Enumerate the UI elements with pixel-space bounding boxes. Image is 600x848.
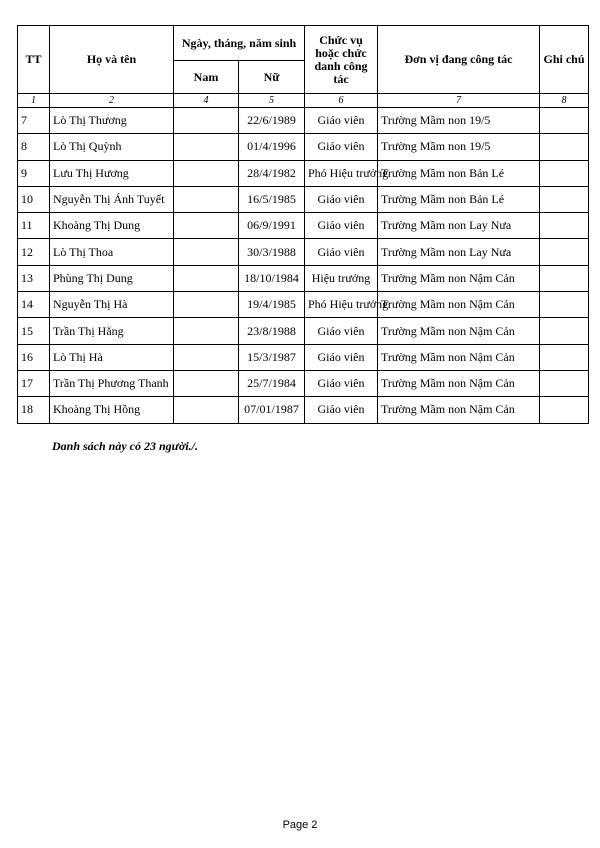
table-row xyxy=(18,213,589,239)
header-name: Họ và tên xyxy=(50,26,174,94)
header-dob: Ngày, tháng, năm sinh xyxy=(174,26,305,61)
column-number: 4 xyxy=(174,94,239,108)
cell-unit: Trường Mầm non 19/5 xyxy=(378,134,540,160)
cell-note xyxy=(540,318,589,344)
cell-dob-male xyxy=(174,397,239,423)
cell-note xyxy=(540,344,589,370)
cell-tt: 17 xyxy=(18,370,50,396)
page-number: Page 2 xyxy=(282,819,318,831)
cell-name: Nguyễn Thị Hà xyxy=(50,292,174,318)
cell-dob-male xyxy=(174,160,239,186)
header-unit: Đơn vị đang công tác xyxy=(378,26,540,94)
cell-unit: Trường Mầm non 19/5 xyxy=(378,108,540,134)
cell-dob-female: 23/8/1988 xyxy=(239,318,305,344)
cell-position: Giáo viên xyxy=(305,318,378,344)
cell-tt: 15 xyxy=(18,318,50,344)
cell-position: Giáo viên xyxy=(305,344,378,370)
table-row xyxy=(18,397,589,423)
cell-note xyxy=(540,108,589,134)
cell-dob-female: 22/6/1989 xyxy=(239,108,305,134)
cell-unit: Trường Mầm non Nậm Cản xyxy=(378,265,540,291)
header-female: Nữ xyxy=(239,61,305,94)
cell-dob-female: 30/3/1988 xyxy=(239,239,305,265)
cell-note xyxy=(540,213,589,239)
cell-tt: 12 xyxy=(18,239,50,265)
cell-dob-female: 28/4/1982 xyxy=(239,160,305,186)
cell-name: Trần Thị Phương Thanh xyxy=(50,370,174,396)
table-row xyxy=(18,108,589,134)
cell-dob-female: 18/10/1984 xyxy=(239,265,305,291)
cell-unit: Trường Mầm non Nậm Cản xyxy=(378,397,540,423)
cell-dob-female: 06/9/1991 xyxy=(239,213,305,239)
cell-name: Lò Thị Thương xyxy=(50,108,174,134)
cell-name: Lò Thị Quỳnh xyxy=(50,134,174,160)
table-row xyxy=(18,134,589,160)
cell-note xyxy=(540,134,589,160)
cell-unit: Trường Mầm non Nậm Cản xyxy=(378,370,540,396)
cell-dob-female: 19/4/1985 xyxy=(239,292,305,318)
cell-tt: 13 xyxy=(18,265,50,291)
cell-name: Khoàng Thị Dung xyxy=(50,213,174,239)
cell-tt: 9 xyxy=(18,160,50,186)
cell-note xyxy=(540,397,589,423)
cell-dob-male xyxy=(174,186,239,212)
column-number: 8 xyxy=(540,94,589,108)
cell-tt: 16 xyxy=(18,344,50,370)
cell-position: Giáo viên xyxy=(305,108,378,134)
table-row xyxy=(18,318,589,344)
cell-dob-male xyxy=(174,292,239,318)
cell-position: Giáo viên xyxy=(305,370,378,396)
cell-unit: Trường Mầm non Nậm Cản xyxy=(378,292,540,318)
cell-name: Trần Thị Hằng xyxy=(50,318,174,344)
cell-dob-male xyxy=(174,318,239,344)
column-number: 5 xyxy=(239,94,305,108)
cell-position: Hiệu trưởng xyxy=(305,265,378,291)
table-row xyxy=(18,370,589,396)
cell-dob-female: 15/3/1987 xyxy=(239,344,305,370)
table-row xyxy=(18,344,589,370)
table-row xyxy=(18,292,589,318)
cell-unit: Trường Mầm non Lay Nưa xyxy=(378,239,540,265)
cell-dob-male xyxy=(174,213,239,239)
cell-note xyxy=(540,160,589,186)
cell-note xyxy=(540,186,589,212)
cell-tt: 8 xyxy=(18,134,50,160)
header-tt: TT xyxy=(18,26,50,94)
cell-position: Giáo viên xyxy=(305,213,378,239)
cell-position: Phó Hiệu trưởng xyxy=(305,160,378,186)
cell-dob-female: 01/4/1996 xyxy=(239,134,305,160)
cell-unit: Trường Mầm non Nậm Cản xyxy=(378,318,540,344)
header-male: Nam xyxy=(174,61,239,94)
cell-note xyxy=(540,292,589,318)
cell-dob-male xyxy=(174,344,239,370)
cell-dob-male xyxy=(174,108,239,134)
cell-dob-female: 07/01/1987 xyxy=(239,397,305,423)
cell-tt: 14 xyxy=(18,292,50,318)
cell-name: Khoàng Thị Hồng xyxy=(50,397,174,423)
cell-note xyxy=(540,265,589,291)
cell-position: Giáo viên xyxy=(305,134,378,160)
cell-dob-male xyxy=(174,370,239,396)
table-row xyxy=(18,239,589,265)
cell-name: Lưu Thị Hương xyxy=(50,160,174,186)
cell-position: Giáo viên xyxy=(305,186,378,212)
cell-tt: 10 xyxy=(18,186,50,212)
cell-tt: 11 xyxy=(18,213,50,239)
column-number: 6 xyxy=(305,94,378,108)
table-body xyxy=(18,108,589,424)
cell-unit: Trường Mầm non Nậm Cản xyxy=(378,344,540,370)
cell-name: Phùng Thị Dung xyxy=(50,265,174,291)
staff-list-table xyxy=(17,25,589,424)
table-row xyxy=(18,186,589,212)
cell-unit: Trường Mầm non Lay Nưa xyxy=(378,213,540,239)
cell-name: Lò Thị Thoa xyxy=(50,239,174,265)
cell-unit: Trường Mầm non Bản Lé xyxy=(378,160,540,186)
column-number-row xyxy=(18,94,589,108)
cell-dob-male xyxy=(174,239,239,265)
column-number: 2 xyxy=(50,94,174,108)
cell-dob-female: 25/7/1984 xyxy=(239,370,305,396)
cell-name: Nguyễn Thị Ánh Tuyết xyxy=(50,186,174,212)
cell-dob-male xyxy=(174,134,239,160)
cell-dob-male xyxy=(174,265,239,291)
list-total-note: Danh sách này có 23 người./. xyxy=(52,439,198,453)
table-row xyxy=(18,160,589,186)
cell-unit: Trường Mầm non Bản Lé xyxy=(378,186,540,212)
cell-note xyxy=(540,239,589,265)
cell-position: Phó Hiệu trưởng xyxy=(305,292,378,318)
header-note: Ghi chú xyxy=(540,26,589,94)
column-number: 7 xyxy=(378,94,540,108)
cell-name: Lò Thị Hà xyxy=(50,344,174,370)
cell-note xyxy=(540,370,589,396)
cell-dob-female: 16/5/1985 xyxy=(239,186,305,212)
table-row xyxy=(18,265,589,291)
cell-tt: 7 xyxy=(18,108,50,134)
cell-position: Giáo viên xyxy=(305,239,378,265)
column-number: 1 xyxy=(18,94,50,108)
header-position: Chức vụ hoặc chức danh công tác xyxy=(305,26,378,94)
cell-tt: 18 xyxy=(18,397,50,423)
cell-position: Giáo viên xyxy=(305,397,378,423)
